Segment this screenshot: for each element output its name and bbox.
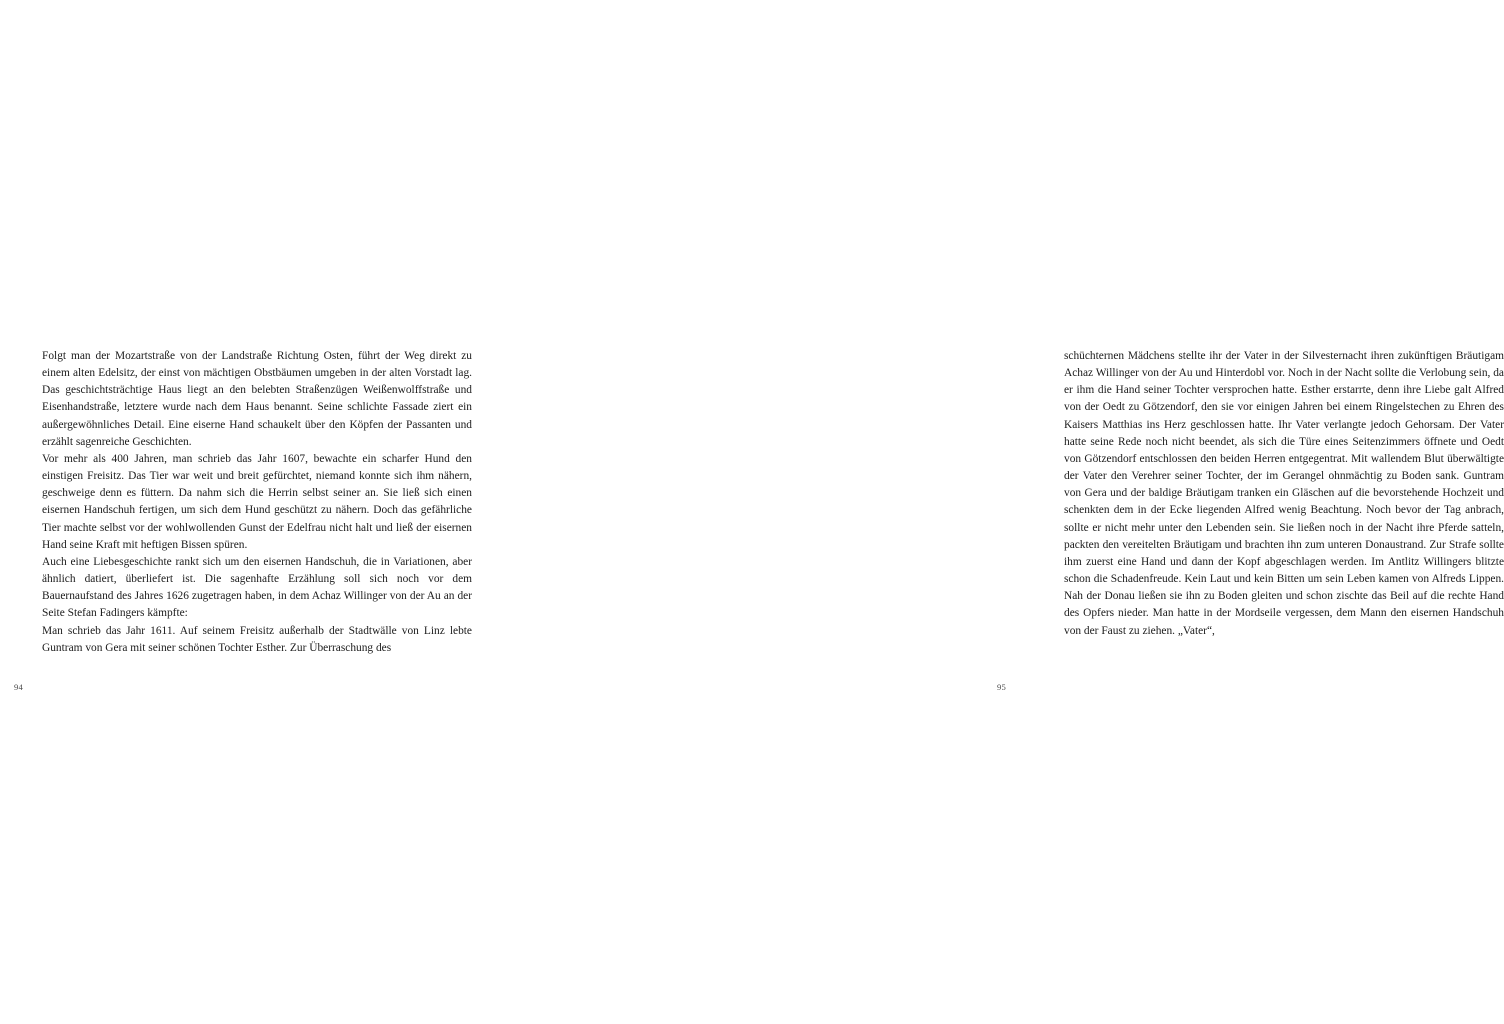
right-page-textblock — [1064, 348, 1504, 640]
page-number-right: 95 — [997, 682, 1006, 692]
paragraph: schüchternen Mädchens stellte ihr der Vater in der Silvesternacht ihren zukünftigen Bräutigam Achaz Willinger von der Au und Hinterdobl vor. Noch in der Nacht sollte die Verlobung sein, da er ihm die Hand seiner Tochter versprochen hatte. Esther erstarrte, denn ihre Liebe galt Alfred von der Oedt zu Götzendorf, den sie vor einigen Jahren bei einem Ringelstechen zu Ehren des Kaisers Matthias ins Herz geschlossen hatte. Ihr Vater verlangte jedoch Gehorsam. Der Vater hatte seine Rede noch nicht beendet, als sich die Türe eines Seitenzimmers öffnete und Oedt von Götzendorf entschlossen den beiden Herren entgegentrat. Mit wallendem Blut überwältigte der Vater den Verehrer seiner Tochter, der im Gerangel ohnmächtig zu Boden sank. Guntram von Gera und der baldige Bräutigam tranken ein Gläschen auf die bevorstehende Hochzeit und schenkten dem in der Ecke liegenden Alfred wenig Beachtung. Noch bevor der Tag anbrach, sollte er nicht mehr unter den Lebenden sein. Sie ließen noch in der Nacht ihre Pferde satteln, packten den vereitelten Bräutigam und brachten ihn zum unteren Donaustrand. Zur Strafe sollte ihm zuerst eine Hand und dann der Kopf abgeschlagen werden. Im Antlitz Willingers blitzte schon die Schadenfreude. Kein Laut und kein Bitten um sein Leben kamen von Alfreds Lippen. Nah der Donau ließen sie ihn zu Boden gleiten und schon zischte das Beil auf die rechte Hand des Opfers nieder. Man hatte in der Mordseile vergessen, dem Mann den eisernen Handschuh von der Faust zu ziehen. „Vater“, — [1064, 350, 1504, 637]
paragraph: Man schrieb das Jahr 1611. Auf seinem Freisitz außerhalb der Stadtwälle von Linz lebte Guntram von Gera mit seiner schönen Tochter Esther. Zur Überraschung des — [42, 624, 472, 654]
left-page-textblock — [42, 348, 472, 657]
page-left — [0, 0, 512, 1024]
paragraph: Vor mehr als 400 Jahren, man schrieb das Jahr 1607, bewachte ein scharfer Hund den einstigen Freisitz. Das Tier war weit und breit gefürchtet, niemand konnte sich ihm nähern, geschweige denn es füttern. Da nahm sich die Herrin selbst seiner an. Sie ließ sich einen eisernen Handschuh fertigen, um sich dem Hund geschützt zu nähern. Doch das gefährliche Tier machte selbst vor der wohlwollenden Gunst der Edelfrau nicht halt und ließ der eisernen Hand seine Kraft mit heftigen Bissen spüren. — [42, 452, 472, 551]
paragraph: Folgt man der Mozartstraße von der Landstraße Richtung Osten, führt der Weg direkt zu einem alten Edelsitz, der einst von mächtigen Obstbäumen umgeben in der alten Vorstadt lag. Das geschichtsträchtige Haus liegt an den belebten Straßenzügen Weißenwolffstraße und Eisenhandstraße, letztere wurde nach dem Haus benannt. Seine schlichte Fassade ziert ein außergewöhnliches Detail. Eine eiserne Hand schaukelt über den Köpfen der Passanten und erzählt sagenreiche Geschichten. — [42, 350, 472, 448]
page-right — [512, 0, 1504, 1024]
page-number-left: 94 — [14, 682, 23, 692]
paragraph: Auch eine Liebesgeschichte rankt sich um den eisernen Handschuh, die in Variationen, aber ähnlich datiert, überliefert ist. Die sagenhafte Erzählung soll sich noch vor dem Bauernaufstand des Jahres 1626 zugetragen haben, in dem Achaz Willinger von der Au an der Seite Stefan Fadingers kämpfte: — [42, 555, 472, 620]
